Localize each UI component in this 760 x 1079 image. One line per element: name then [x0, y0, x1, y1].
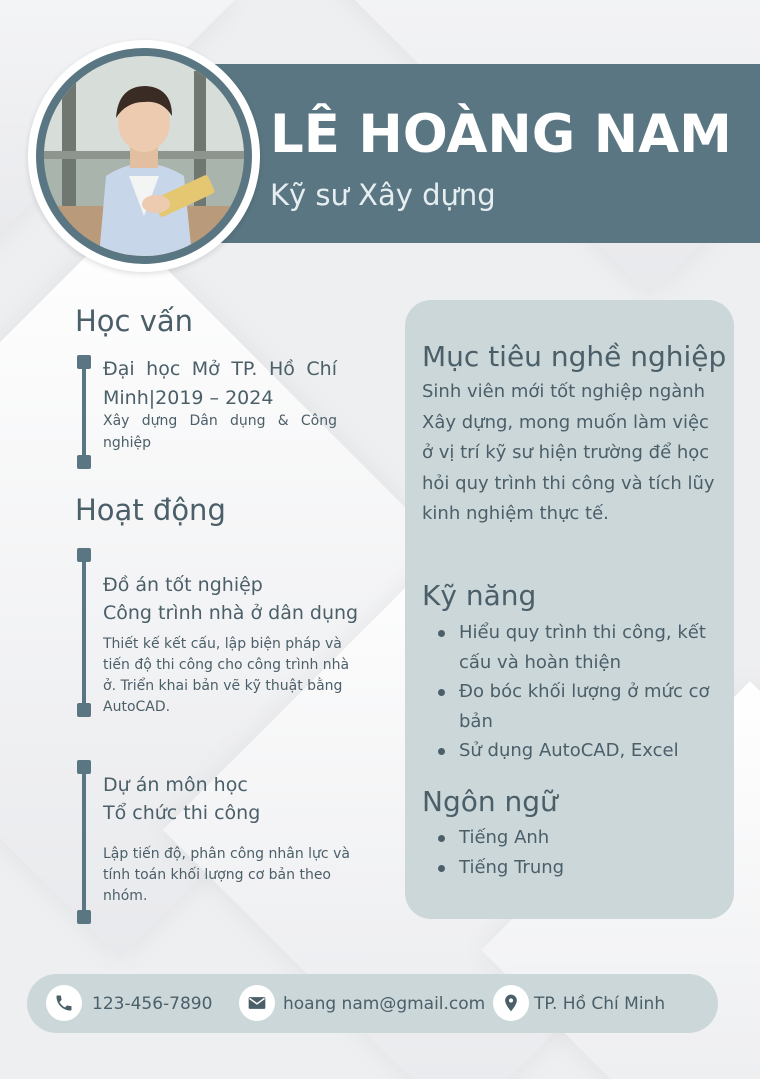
activity-description: Lập tiến độ, phân công nhân lực và tính toán khối lượng cơ bản theo nhóm.	[103, 846, 350, 904]
contact-bar	[27, 974, 718, 1033]
location-pin-icon	[493, 985, 529, 1021]
profile-photo	[44, 56, 244, 256]
languages-heading: Ngôn ngữ	[422, 785, 558, 818]
activity-timeline	[77, 548, 91, 717]
activity-title-line2: Công trình nhà ở dân dụng	[103, 602, 359, 624]
skills-heading: Kỹ năng	[422, 579, 537, 612]
skills-list	[422, 618, 722, 766]
language-item: Tiếng Trung	[422, 853, 722, 883]
right-panel	[405, 300, 734, 919]
activity-timeline	[77, 760, 91, 924]
objective-heading: Mục tiêu nghề nghiệp	[422, 340, 727, 373]
objective-text: Sinh viên mới tốt nghiệp ngành Xây dựng, mong muốn làm việc ở vị trí kỹ sư hiện trường để học hỏi quy trình thi công và tích lũy kinh nghiệm thực tế.	[422, 381, 715, 524]
contact-phone[interactable]: 123-456-7890	[92, 994, 213, 1014]
contact-email[interactable]: hoang nam@gmail.com	[283, 994, 486, 1014]
education-timeline	[77, 355, 91, 469]
activity-title-line2: Tổ chức thi công	[103, 802, 261, 824]
languages-list	[422, 823, 722, 882]
education-school: Đại học Mở TP. Hồ Chí Minh|2019 – 2024	[103, 358, 337, 409]
activity-description: Thiết kế kết cấu, lập biện pháp và tiến độ thi công cho công trình nhà ở. Triển khai bản vẽ kỹ thuật bằng AutoCAD.	[103, 636, 350, 715]
activity-title-line1: Dự án môn học	[103, 774, 248, 796]
avatar-frame	[28, 40, 260, 272]
candidate-name: LÊ HOÀNG NAM	[270, 104, 732, 165]
phone-icon	[46, 985, 82, 1021]
skill-item: Sử dụng AutoCAD, Excel	[422, 736, 722, 766]
activities-heading: Hoạt động	[75, 493, 226, 527]
education-major: Xây dựng Dân dụng & Công nghiệp	[103, 413, 337, 451]
skill-item: Đo bóc khối lượng ở mức cơ bản	[422, 677, 722, 736]
avatar	[36, 48, 252, 264]
education-heading: Học vấn	[75, 304, 194, 338]
skill-item: Hiểu quy trình thi công, kết cấu và hoàn thiện	[422, 618, 722, 677]
language-item: Tiếng Anh	[422, 823, 722, 853]
job-title: Kỹ sư Xây dựng	[270, 178, 496, 212]
activity-title-line1: Đồ án tốt nghiệp	[103, 574, 263, 596]
contact-location: TP. Hồ Chí Minh	[534, 994, 666, 1014]
mail-icon	[239, 985, 275, 1021]
